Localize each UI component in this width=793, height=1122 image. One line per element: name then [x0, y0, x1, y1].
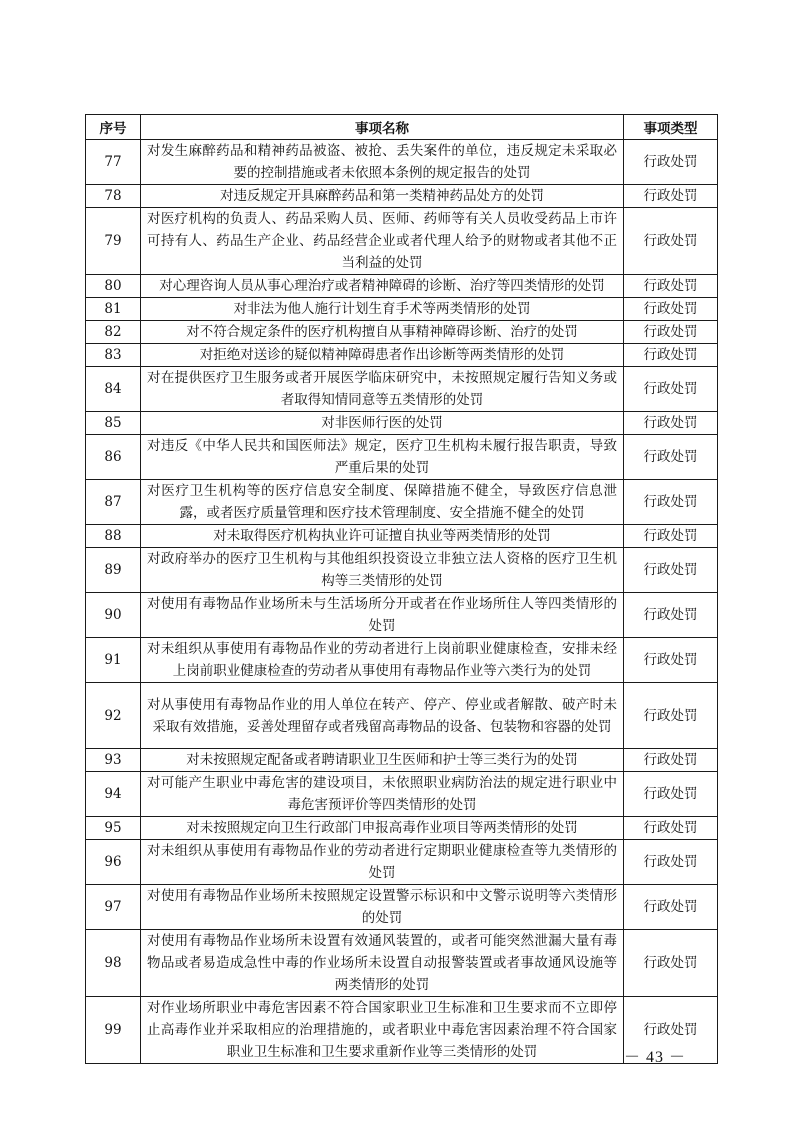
cell-name: 对使用有毒物品作业场所未设置有效通风装置的，或者可能突然泄漏大量有毒物品或者易造成急性中毒的作业场所未设置自动报警装置或者事故通风设施等两类情形的处罚: [141, 930, 624, 997]
cell-name: 对作业场所职业中毒危害因素不符合国家职业卫生标准和卫生要求而不立即停止高毒作业并采取相应的治理措施的，或者职业中毒危害因素治理不符合国家职业卫生标准和卫生要求重新作业等三类情形的处罚: [141, 997, 624, 1064]
items-table: [85, 114, 718, 1064]
table-row: [86, 817, 718, 840]
cell-name: 对未取得医疗机构执业许可证擅自执业等两类情形的处罚: [141, 525, 624, 548]
cell-type: 行政处罚: [624, 367, 718, 412]
cell-name: 对医疗卫生机构等的医疗信息安全制度、保障措施不健全，导致医疗信息泄露，或者医疗质量管理和医疗技术管理制度、安全措施不健全的处罚: [141, 480, 624, 525]
cell-type: 行政处罚: [624, 435, 718, 480]
cell-type: 行政处罚: [624, 321, 718, 344]
cell-number: 91: [86, 638, 141, 683]
cell-name: 对使用有毒物品作业场所未与生活场所分开或者在作业场所住人等四类情形的处罚: [141, 593, 624, 638]
cell-type: 行政处罚: [624, 593, 718, 638]
cell-number: 96: [86, 840, 141, 885]
page-number: － 43 －: [624, 1049, 687, 1066]
header-number: 序号: [86, 115, 141, 140]
cell-number: 93: [86, 749, 141, 772]
cell-number: 78: [86, 185, 141, 208]
cell-number: 95: [86, 817, 141, 840]
header-type: 事项类型: [624, 115, 718, 140]
table-row: [86, 525, 718, 548]
table-row: [86, 638, 718, 683]
cell-name: 对未组织从事使用有毒物品作业的劳动者进行定期职业健康检查等九类情形的处罚: [141, 840, 624, 885]
table-row: [86, 435, 718, 480]
table-row: [86, 749, 718, 772]
cell-number: 88: [86, 525, 141, 548]
cell-type: 行政处罚: [624, 480, 718, 525]
cell-type: 行政处罚: [624, 275, 718, 298]
table-row: [86, 140, 718, 185]
table-row: [86, 548, 718, 593]
cell-type: 行政处罚: [624, 548, 718, 593]
cell-type: 行政处罚: [624, 140, 718, 185]
table-row: [86, 480, 718, 525]
cell-type: 行政处罚: [624, 208, 718, 275]
cell-number: 84: [86, 367, 141, 412]
table-row: [86, 840, 718, 885]
cell-name: 对非法为他人施行计划生育手术等两类情形的处罚: [141, 298, 624, 321]
table-row: [86, 298, 718, 321]
cell-name: 对发生麻醉药品和精神药品被盗、被抢、丢失案件的单位，违反规定未采取必要的控制措施或者未依照本条例的规定报告的处罚: [141, 140, 624, 185]
cell-name: 对未按照规定配备或者聘请职业卫生医师和护士等三类行为的处罚: [141, 749, 624, 772]
cell-number: 85: [86, 412, 141, 435]
cell-type: 行政处罚: [624, 638, 718, 683]
table-row: [86, 683, 718, 749]
cell-type: 行政处罚: [624, 772, 718, 817]
cell-name: 对不符合规定条件的医疗机构擅自从事精神障碍诊断、治疗的处罚: [141, 321, 624, 344]
table-row: [86, 367, 718, 412]
cell-name: 对医疗机构的负责人、药品采购人员、医师、药师等有关人员收受药品上市许可持有人、药品生产企业、药品经营企业或者代理人给予的财物或者其他不正当利益的处罚: [141, 208, 624, 275]
cell-type: 行政处罚: [624, 185, 718, 208]
cell-type: 行政处罚: [624, 298, 718, 321]
table-row: [86, 412, 718, 435]
table-row: [86, 930, 718, 997]
cell-type: 行政处罚: [624, 930, 718, 997]
cell-name: 对未按照规定向卫生行政部门申报高毒作业项目等两类情形的处罚: [141, 817, 624, 840]
cell-name: 对未组织从事使用有毒物品作业的劳动者进行上岗前职业健康检查，安排未经上岗前职业健康检查的劳动者从事使用有毒物品作业等六类行为的处罚: [141, 638, 624, 683]
table-row: [86, 185, 718, 208]
cell-name: 对违反《中华人民共和国医师法》规定，医疗卫生机构未履行报告职责，导致严重后果的处罚: [141, 435, 624, 480]
cell-name: 对在提供医疗卫生服务或者开展医学临床研究中，未按照规定履行告知义务或者取得知情同意等五类情形的处罚: [141, 367, 624, 412]
cell-number: 86: [86, 435, 141, 480]
table-row: [86, 344, 718, 367]
cell-number: 98: [86, 930, 141, 997]
cell-number: 81: [86, 298, 141, 321]
table-row: [86, 772, 718, 817]
cell-number: 87: [86, 480, 141, 525]
cell-type: 行政处罚: [624, 412, 718, 435]
cell-type: 行政处罚: [624, 683, 718, 749]
table-row: [86, 275, 718, 298]
cell-number: 99: [86, 997, 141, 1064]
cell-name: 对非医师行医的处罚: [141, 412, 624, 435]
cell-number: 97: [86, 885, 141, 930]
cell-type: 行政处罚: [624, 749, 718, 772]
cell-name: 对心理咨询人员从事心理治疗或者精神障碍的诊断、治疗等四类情形的处罚: [141, 275, 624, 298]
cell-number: 83: [86, 344, 141, 367]
cell-name: 对从事使用有毒物品作业的用人单位在转产、停产、停业或者解散、破产时未采取有效措施，妥善处理留存或者残留高毒物品的设备、包装物和容器的处罚: [141, 683, 624, 749]
cell-type: 行政处罚: [624, 840, 718, 885]
table-header-row: [86, 115, 718, 140]
cell-name: 对违反规定开具麻醉药品和第一类精神药品处方的处罚: [141, 185, 624, 208]
cell-number: 77: [86, 140, 141, 185]
cell-number: 80: [86, 275, 141, 298]
header-name: 事项名称: [141, 115, 624, 140]
cell-name: 对政府举办的医疗卫生机构与其他组织投资设立非独立法人资格的医疗卫生机构等三类情形的处罚: [141, 548, 624, 593]
cell-number: 79: [86, 208, 141, 275]
cell-number: 90: [86, 593, 141, 638]
cell-type: 行政处罚: [624, 885, 718, 930]
cell-name: 对使用有毒物品作业场所未按照规定设置警示标识和中文警示说明等六类情形的处罚: [141, 885, 624, 930]
table-row: [86, 593, 718, 638]
cell-number: 94: [86, 772, 141, 817]
cell-name: 对拒绝对送诊的疑似精神障碍患者作出诊断等两类情形的处罚: [141, 344, 624, 367]
cell-type: 行政处罚: [624, 817, 718, 840]
table-row: [86, 997, 718, 1064]
cell-name: 对可能产生职业中毒危害的建设项目，未依照职业病防治法的规定进行职业中毒危害预评价等四类情形的处罚: [141, 772, 624, 817]
table-row: [86, 208, 718, 275]
cell-number: 89: [86, 548, 141, 593]
cell-type: 行政处罚: [624, 525, 718, 548]
cell-type: 行政处罚: [624, 344, 718, 367]
cell-type: 行政处罚: [624, 997, 718, 1064]
table-row: [86, 885, 718, 930]
cell-number: 82: [86, 321, 141, 344]
table-row: [86, 321, 718, 344]
cell-number: 92: [86, 683, 141, 749]
